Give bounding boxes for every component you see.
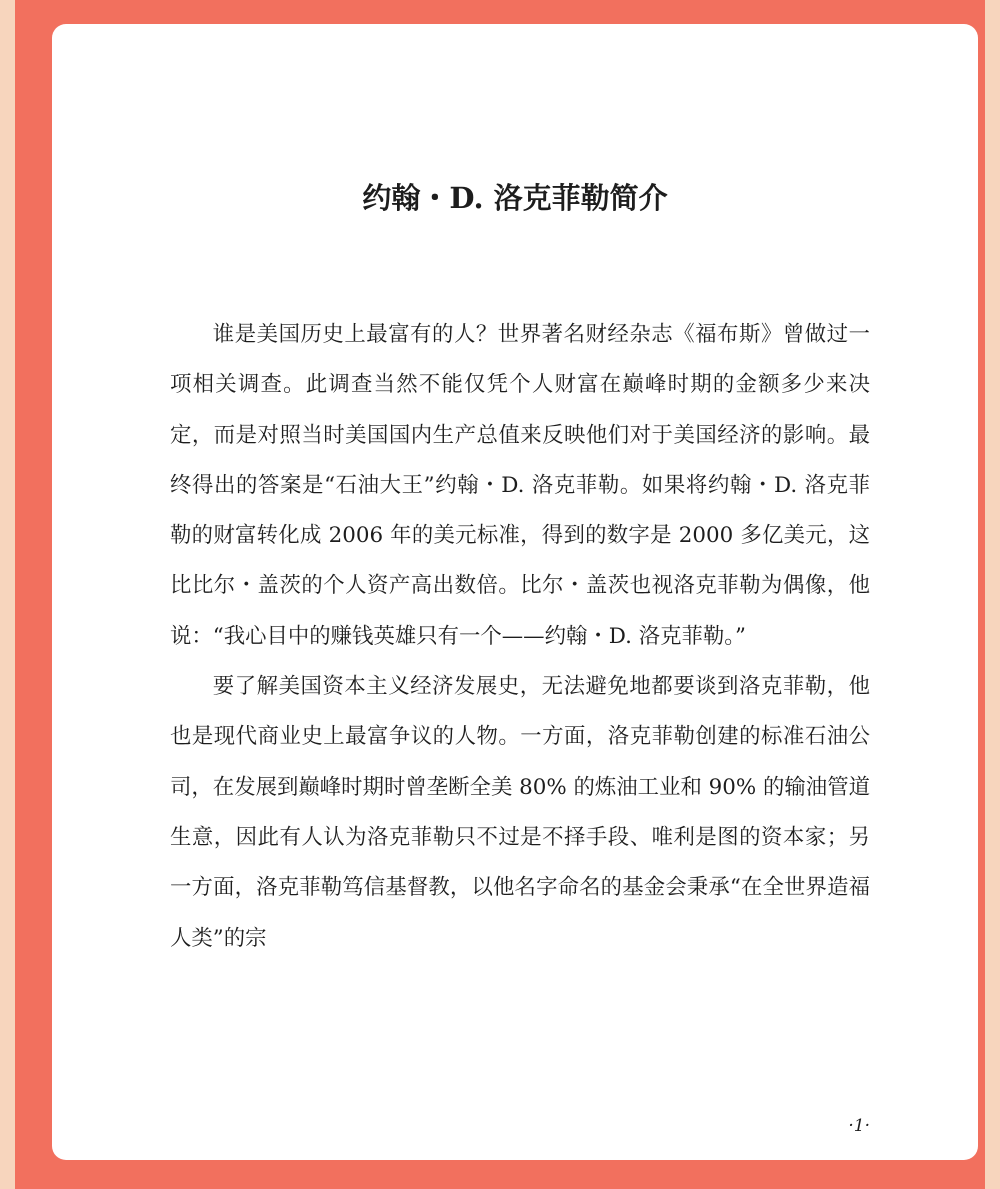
- page-title: 约翰・D. 洛克菲勒简介: [362, 181, 668, 215]
- page-frame: [15, 0, 985, 1189]
- paragraph-1: 谁是美国历史上最富有的人？世界著名财经杂志《福布斯》曾做过一项相关调查。此调查当然不能仅凭个人财富在巅峰时期的金额多少来决定，而是对照当时美国国内生产总值来反映他们对于美国经济的影响。最终得出的答案是“石油大王”约翰・D. 洛克菲勒。如果将约翰・D. 洛克菲勒的财富转化成 2006 年的美元标准，得到的数字是 2000 多亿美元，这比比尔・盖茨的个人资产高出数倍。比尔・盖茨也视洛克菲勒为偶像，他说：“我心目中的赚钱英雄只有一个——约翰・D. 洛克菲勒。”: [170, 322, 870, 649]
- page-number: ·1·: [848, 1116, 870, 1136]
- body-text: [170, 310, 870, 964]
- paragraph-2: 要了解美国资本主义经济发展史，无法避免地都要谈到洛克菲勒，他也是现代商业史上最富争议的人物。一方面，洛克菲勒创建的标准石油公司，在发展到巅峰时期时曾垄断全美 80% 的炼油工业和 90% 的输油管道生意，因此有人认为洛克菲勒只不过是不择手段、唯利是图的资本家；另一方面，洛克菲勒笃信基督教，以他名字命名的基金会秉承“在全世界造福人类”的宗: [170, 674, 870, 951]
- book-page: [52, 24, 978, 1160]
